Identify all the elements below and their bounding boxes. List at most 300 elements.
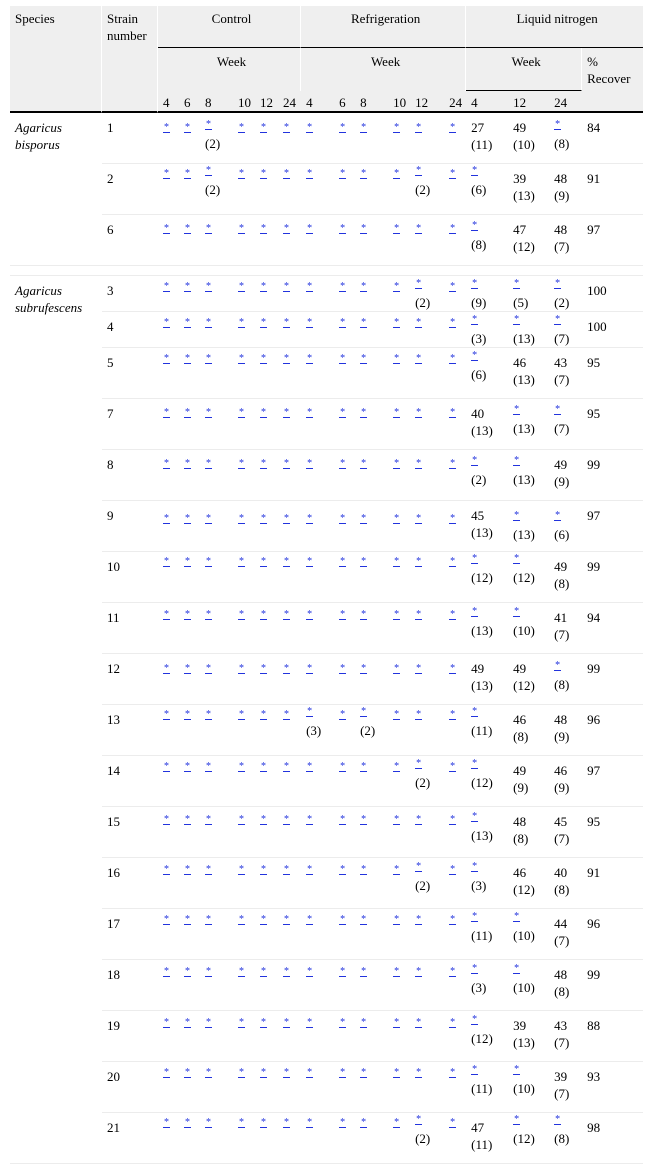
footnote-link[interactable]: * [164, 317, 169, 328]
footnote-link[interactable]: * [555, 314, 561, 325]
footnote-link[interactable]: * [416, 914, 422, 925]
footnote-link[interactable]: * [472, 706, 478, 717]
footnote-link[interactable]: * [361, 122, 367, 133]
result-cell [355, 450, 388, 501]
footnote-link[interactable]: * [416, 223, 422, 234]
footnote-link[interactable]: * [239, 709, 244, 720]
footnote-link[interactable]: * [284, 1067, 289, 1078]
footnote-link[interactable]: * [307, 223, 313, 234]
footnote-link[interactable]: * [394, 556, 400, 567]
footnote-link[interactable]: * [450, 556, 456, 567]
footnote-link[interactable]: * [394, 914, 400, 925]
footnote-link[interactable]: * [416, 407, 422, 418]
footnote-link[interactable]: * [261, 223, 266, 234]
footnote-link[interactable]: * [340, 1117, 346, 1128]
footnote-link[interactable]: * [450, 1117, 456, 1128]
footnote-link[interactable]: * [185, 663, 190, 674]
footnote-link[interactable]: * [394, 1067, 400, 1078]
footnote-link[interactable]: * [416, 609, 422, 620]
footnote-link[interactable]: * [472, 350, 478, 361]
footnote-link[interactable]: * [416, 1114, 422, 1125]
footnote-link[interactable]: * [185, 1117, 190, 1128]
footnote-link[interactable]: * [340, 709, 346, 720]
footnote-link[interactable]: * [284, 709, 289, 720]
footnote-link[interactable]: * [394, 223, 400, 234]
footnote-link[interactable]: * [416, 1017, 422, 1028]
footnote-link[interactable]: * [450, 609, 456, 620]
footnote-link[interactable]: * [206, 317, 211, 328]
footnote-link[interactable]: * [340, 168, 346, 179]
footnote-link[interactable]: * [164, 966, 169, 977]
footnote-link[interactable]: * [261, 966, 266, 977]
footnote-link[interactable]: * [239, 513, 244, 524]
footnote-link[interactable]: * [239, 914, 244, 925]
footnote-link[interactable]: * [239, 1117, 244, 1128]
footnote-link[interactable]: * [261, 814, 266, 825]
footnote-link[interactable]: * [206, 556, 211, 567]
footnote-link[interactable]: * [164, 914, 169, 925]
result-cell [444, 858, 466, 909]
result-cell [233, 164, 255, 215]
footnote-link[interactable]: * [361, 914, 367, 925]
footnote-link[interactable]: * [307, 864, 313, 875]
footnote-link[interactable]: * [361, 317, 367, 328]
footnote-link[interactable]: * [239, 458, 244, 469]
footnote-link[interactable]: * [164, 556, 169, 567]
footnote-link[interactable]: * [394, 663, 400, 674]
footnote-link[interactable]: * [239, 864, 244, 875]
footnote-link[interactable]: * [472, 165, 478, 176]
footnote-link[interactable]: * [239, 814, 244, 825]
footnote-link[interactable]: * [472, 758, 478, 769]
footnote-link[interactable]: * [206, 609, 211, 620]
footnote-link[interactable]: * [284, 864, 289, 875]
footnote-link[interactable]: * [416, 758, 422, 769]
footnote-link[interactable]: * [514, 314, 520, 325]
footnote-link[interactable]: * [514, 606, 520, 617]
footnote-link[interactable]: * [416, 556, 422, 567]
footnote-link[interactable]: * [185, 168, 190, 179]
footnote-link[interactable]: * [416, 317, 422, 328]
footnote-link[interactable]: * [164, 1017, 169, 1028]
footnote-link[interactable]: * [239, 281, 244, 292]
footnote-link[interactable]: * [307, 706, 313, 717]
footnote-link[interactable]: * [206, 281, 211, 292]
result-cell [255, 1113, 278, 1164]
footnote-link[interactable]: * [239, 353, 244, 364]
footnote-link[interactable]: * [239, 761, 244, 772]
footnote-link[interactable]: * [206, 223, 211, 234]
footnote-link[interactable]: * [206, 814, 211, 825]
footnote-link[interactable]: * [416, 353, 422, 364]
footnote-link[interactable]: * [185, 914, 190, 925]
footnote-link[interactable]: * [164, 223, 169, 234]
footnote-link[interactable]: * [164, 513, 169, 524]
footnote-link[interactable]: * [185, 966, 190, 977]
footnote-link[interactable]: * [164, 663, 169, 674]
footnote-link[interactable]: * [261, 407, 266, 418]
footnote-link[interactable]: * [307, 1067, 313, 1078]
result-cell [549, 348, 582, 399]
footnote-link[interactable]: * [340, 761, 346, 772]
footnote-link[interactable]: * [284, 1017, 289, 1028]
footnote-link[interactable]: * [185, 317, 190, 328]
footnote-link[interactable]: * [284, 458, 289, 469]
footnote-link[interactable]: * [284, 407, 289, 418]
footnote-link[interactable]: * [185, 281, 190, 292]
footnote-link[interactable]: * [261, 317, 266, 328]
footnote-link[interactable]: * [450, 761, 456, 772]
footnote-link[interactable]: * [340, 914, 346, 925]
footnote-link[interactable]: * [164, 1117, 169, 1128]
footnote-link[interactable]: * [472, 553, 478, 564]
footnote-link[interactable]: * [307, 1117, 313, 1128]
footnote-link[interactable]: * [514, 404, 520, 415]
footnote-link[interactable]: * [261, 353, 266, 364]
footnote-link[interactable]: * [450, 864, 456, 875]
footnote-link[interactable]: * [340, 513, 346, 524]
footnote-link[interactable]: * [472, 278, 478, 289]
footnote-link[interactable]: * [394, 814, 400, 825]
footnote-link[interactable]: * [261, 864, 266, 875]
footnote-link[interactable]: * [472, 1064, 478, 1075]
footnote-link[interactable]: * [185, 407, 190, 418]
footnote-link[interactable]: * [239, 556, 244, 567]
footnote-link[interactable]: * [416, 966, 422, 977]
strain-number: 18 [102, 960, 158, 1011]
sample-count: (11) [471, 928, 493, 943]
footnote-link[interactable]: * [284, 168, 289, 179]
result-cell [179, 113, 200, 164]
footnote-link[interactable]: * [239, 609, 244, 620]
footnote-link[interactable]: * [394, 353, 400, 364]
footnote-link[interactable]: * [416, 861, 422, 872]
footnote-link[interactable]: * [206, 353, 211, 364]
footnote-link[interactable]: * [284, 663, 289, 674]
footnote-link[interactable]: * [361, 814, 367, 825]
footnote-link[interactable]: * [185, 223, 190, 234]
result-cell [278, 858, 301, 909]
footnote-link[interactable]: * [307, 122, 313, 133]
footnote-link[interactable]: * [394, 966, 400, 977]
footnote-link[interactable]: * [450, 966, 456, 977]
footnote-link[interactable]: * [307, 556, 313, 567]
footnote-link[interactable]: * [261, 1017, 266, 1028]
footnote-link[interactable]: * [394, 317, 400, 328]
result-cell [179, 399, 200, 450]
footnote-link[interactable]: * [206, 914, 211, 925]
footnote-link[interactable]: * [472, 606, 478, 617]
footnote-link[interactable]: * [361, 1017, 367, 1028]
footnote-link[interactable]: * [361, 1067, 367, 1078]
footnote-link[interactable]: * [284, 281, 289, 292]
footnote-link[interactable]: * [340, 1017, 346, 1028]
table-row [10, 858, 643, 909]
footnote-link[interactable]: * [472, 455, 478, 466]
footnote-link[interactable]: * [164, 609, 169, 620]
footnote-link[interactable]: * [394, 709, 400, 720]
footnote-link[interactable]: * [164, 407, 169, 418]
result-cell [278, 450, 301, 501]
footnote-link[interactable]: * [206, 1117, 211, 1128]
footnote-link[interactable]: * [361, 407, 367, 418]
footnote-link[interactable]: * [261, 709, 266, 720]
footnote-link[interactable]: * [307, 1017, 313, 1028]
footnote-link[interactable]: * [164, 814, 169, 825]
footnote-link[interactable]: * [450, 168, 456, 179]
footnote-link[interactable]: * [206, 864, 211, 875]
footnote-link[interactable]: * [340, 814, 346, 825]
footnote-link[interactable]: * [555, 119, 561, 130]
footnote-link[interactable]: * [361, 458, 367, 469]
footnote-link[interactable]: * [284, 914, 289, 925]
footnote-link[interactable]: * [206, 407, 211, 418]
footnote-link[interactable]: * [340, 281, 346, 292]
footnote-link[interactable]: * [394, 407, 400, 418]
footnote-link[interactable]: * [514, 963, 520, 974]
footnote-link[interactable]: * [185, 353, 190, 364]
footnote-link[interactable]: * [394, 1117, 400, 1128]
footnote-link[interactable]: * [284, 317, 289, 328]
footnote-link[interactable]: * [164, 281, 169, 292]
footnote-link[interactable]: * [340, 122, 346, 133]
footnote-link[interactable]: * [261, 609, 266, 620]
footnote-link[interactable]: * [555, 278, 561, 289]
footnote-link[interactable]: * [514, 510, 520, 521]
footnote-link[interactable]: * [284, 223, 289, 234]
footnote-link[interactable]: * [307, 663, 313, 674]
footnote-link[interactable]: * [514, 278, 520, 289]
footnote-link[interactable]: * [514, 455, 520, 466]
footnote-link[interactable]: * [394, 609, 400, 620]
footnote-link[interactable]: * [472, 1014, 478, 1025]
footnote-link[interactable]: * [307, 609, 313, 620]
footnote-link[interactable]: * [555, 660, 561, 671]
footnote-link[interactable]: * [206, 663, 211, 674]
footnote-link[interactable]: * [206, 1067, 211, 1078]
footnote-link[interactable]: * [185, 864, 190, 875]
footnote-link[interactable]: * [450, 317, 456, 328]
footnote-link[interactable]: * [416, 513, 422, 524]
footnote-link[interactable]: * [340, 663, 346, 674]
footnote-link[interactable]: * [261, 458, 266, 469]
footnote-link[interactable]: * [164, 458, 169, 469]
footnote-link[interactable]: * [416, 458, 422, 469]
footnote-link[interactable]: * [416, 709, 422, 720]
footnote-link[interactable]: * [206, 513, 211, 524]
footnote-link[interactable]: * [394, 513, 400, 524]
footnote-link[interactable]: * [472, 911, 478, 922]
footnote-link[interactable]: * [206, 966, 211, 977]
footnote-link[interactable]: * [261, 168, 266, 179]
footnote-link[interactable]: * [450, 663, 456, 674]
footnote-link[interactable]: * [185, 761, 190, 772]
footnote-link[interactable]: * [394, 864, 400, 875]
footnote-link[interactable]: * [284, 609, 289, 620]
footnote-link[interactable]: * [340, 458, 346, 469]
footnote-link[interactable]: * [206, 709, 211, 720]
footnote-link[interactable]: * [514, 1064, 520, 1075]
footnote-link[interactable]: * [307, 458, 313, 469]
footnote-link[interactable]: * [261, 1117, 266, 1128]
footnote-link[interactable]: * [239, 966, 244, 977]
footnote-link[interactable]: * [261, 281, 266, 292]
footnote-link[interactable]: * [514, 1114, 520, 1125]
footnote-link[interactable]: * [361, 168, 367, 179]
footnote-link[interactable]: * [394, 168, 400, 179]
footnote-link[interactable]: * [307, 513, 313, 524]
footnote-link[interactable]: * [361, 513, 367, 524]
footnote-link[interactable]: * [394, 761, 400, 772]
footnote-link[interactable]: * [416, 122, 422, 133]
footnote-link[interactable]: * [164, 761, 169, 772]
footnote-link[interactable]: * [340, 556, 346, 567]
footnote-link[interactable]: * [164, 353, 169, 364]
footnote-link[interactable]: * [185, 458, 190, 469]
footnote-link[interactable]: * [394, 1017, 400, 1028]
footnote-link[interactable]: * [185, 122, 190, 133]
footnote-link[interactable]: * [239, 407, 244, 418]
footnote-link[interactable]: * [450, 914, 456, 925]
footnote-link[interactable]: * [450, 223, 456, 234]
footnote-link[interactable]: * [514, 911, 520, 922]
footnote-link[interactable]: * [340, 609, 346, 620]
footnote-link[interactable]: * [239, 223, 244, 234]
footnote-link[interactable]: * [450, 458, 456, 469]
footnote-link[interactable]: * [206, 458, 211, 469]
footnote-link[interactable]: * [340, 1067, 346, 1078]
footnote-link[interactable]: * [185, 513, 190, 524]
footnote-link[interactable]: * [307, 281, 313, 292]
footnote-link[interactable]: * [472, 861, 478, 872]
footnote-link[interactable]: * [261, 556, 266, 567]
footnote-link[interactable]: * [206, 165, 211, 176]
footnote-link[interactable]: * [416, 278, 422, 289]
footnote-link[interactable]: * [450, 407, 456, 418]
footnote-link[interactable]: * [361, 223, 367, 234]
footnote-link[interactable]: * [340, 407, 346, 418]
footnote-link[interactable]: * [261, 513, 266, 524]
footnote-link[interactable]: * [307, 914, 313, 925]
footnote-link[interactable]: * [239, 168, 244, 179]
footnote-link[interactable]: * [185, 556, 190, 567]
footnote-link[interactable]: * [206, 119, 211, 130]
footnote-link[interactable]: * [261, 663, 266, 674]
footnote-link[interactable]: * [340, 317, 346, 328]
footnote-link[interactable]: * [450, 1017, 456, 1028]
footnote-link[interactable]: * [206, 761, 211, 772]
footnote-link[interactable]: * [555, 1114, 561, 1125]
footnote-link[interactable]: * [164, 864, 169, 875]
footnote-link[interactable]: * [340, 223, 346, 234]
footnote-link[interactable]: * [514, 553, 520, 564]
footnote-link[interactable]: * [261, 122, 266, 133]
footnote-link[interactable]: * [239, 1017, 244, 1028]
footnote-link[interactable]: * [307, 317, 313, 328]
footnote-link[interactable]: * [261, 761, 266, 772]
footnote-link[interactable]: * [450, 1067, 456, 1078]
footnote-link[interactable]: * [284, 353, 289, 364]
footnote-link[interactable]: * [185, 1017, 190, 1028]
footnote-link[interactable]: * [450, 281, 456, 292]
footnote-link[interactable]: * [284, 814, 289, 825]
footnote-link[interactable]: * [416, 663, 422, 674]
footnote-link[interactable]: * [450, 353, 456, 364]
footnote-link[interactable]: * [239, 1067, 244, 1078]
footnote-link[interactable]: * [472, 314, 478, 325]
footnote-link[interactable]: * [284, 513, 289, 524]
footnote-link[interactable]: * [185, 609, 190, 620]
footnote-link[interactable]: * [307, 966, 313, 977]
footnote-link[interactable]: * [361, 966, 367, 977]
footnote-link[interactable]: * [284, 556, 289, 567]
footnote-link[interactable]: * [472, 963, 478, 974]
footnote-link[interactable]: * [450, 513, 456, 524]
footnote-link[interactable]: * [185, 1067, 190, 1078]
footnote-link[interactable]: * [361, 761, 367, 772]
footnote-link[interactable]: * [284, 1117, 289, 1128]
footnote-link[interactable]: * [164, 1067, 169, 1078]
footnote-link[interactable]: * [206, 1017, 211, 1028]
footnote-link[interactable]: * [394, 458, 400, 469]
footnote-link[interactable]: * [361, 609, 367, 620]
footnote-link[interactable]: * [307, 407, 313, 418]
footnote-link[interactable]: * [361, 556, 367, 567]
footnote-link[interactable]: * [307, 814, 313, 825]
footnote-link[interactable]: * [239, 122, 244, 133]
footnote-link[interactable]: * [361, 353, 367, 364]
footnote-link[interactable]: * [394, 281, 400, 292]
footnote-link[interactable]: * [340, 864, 346, 875]
footnote-link[interactable]: * [164, 168, 169, 179]
footnote-link[interactable]: * [361, 1117, 367, 1128]
footnote-link[interactable]: * [555, 510, 561, 521]
footnote-link[interactable]: * [555, 404, 561, 415]
footnote-link[interactable]: * [239, 663, 244, 674]
footnote-link[interactable]: * [307, 168, 313, 179]
footnote-link[interactable]: * [416, 165, 422, 176]
footnote-link[interactable]: * [361, 706, 367, 717]
footnote-link[interactable]: * [261, 914, 266, 925]
result-cell [508, 1113, 549, 1164]
footnote-link[interactable]: * [416, 814, 422, 825]
sample-count: (8) [513, 729, 529, 744]
footnote-link[interactable]: * [185, 814, 190, 825]
footnote-link[interactable]: * [361, 663, 367, 674]
footnote-link[interactable]: * [340, 966, 346, 977]
footnote-link[interactable]: * [284, 966, 289, 977]
footnote-link[interactable]: * [239, 317, 244, 328]
footnote-link[interactable]: * [164, 122, 169, 133]
footnote-link[interactable]: * [361, 281, 367, 292]
footnote-link[interactable]: * [361, 864, 367, 875]
footnote-link[interactable]: * [261, 1067, 266, 1078]
footnote-link[interactable]: * [307, 761, 313, 772]
footnote-link[interactable]: * [472, 811, 478, 822]
footnote-link[interactable]: * [307, 353, 313, 364]
footnote-link[interactable]: * [450, 122, 456, 133]
footnote-link[interactable]: * [164, 709, 169, 720]
footnote-link[interactable]: * [284, 761, 289, 772]
footnote-link[interactable]: * [472, 220, 478, 231]
footnote-link[interactable]: * [284, 122, 289, 133]
footnote-link[interactable]: * [185, 709, 190, 720]
footnote-link[interactable]: * [416, 1067, 422, 1078]
footnote-link[interactable]: * [340, 353, 346, 364]
footnote-link[interactable]: * [450, 814, 456, 825]
footnote-link[interactable]: * [394, 122, 400, 133]
footnote-link[interactable]: * [450, 709, 456, 720]
